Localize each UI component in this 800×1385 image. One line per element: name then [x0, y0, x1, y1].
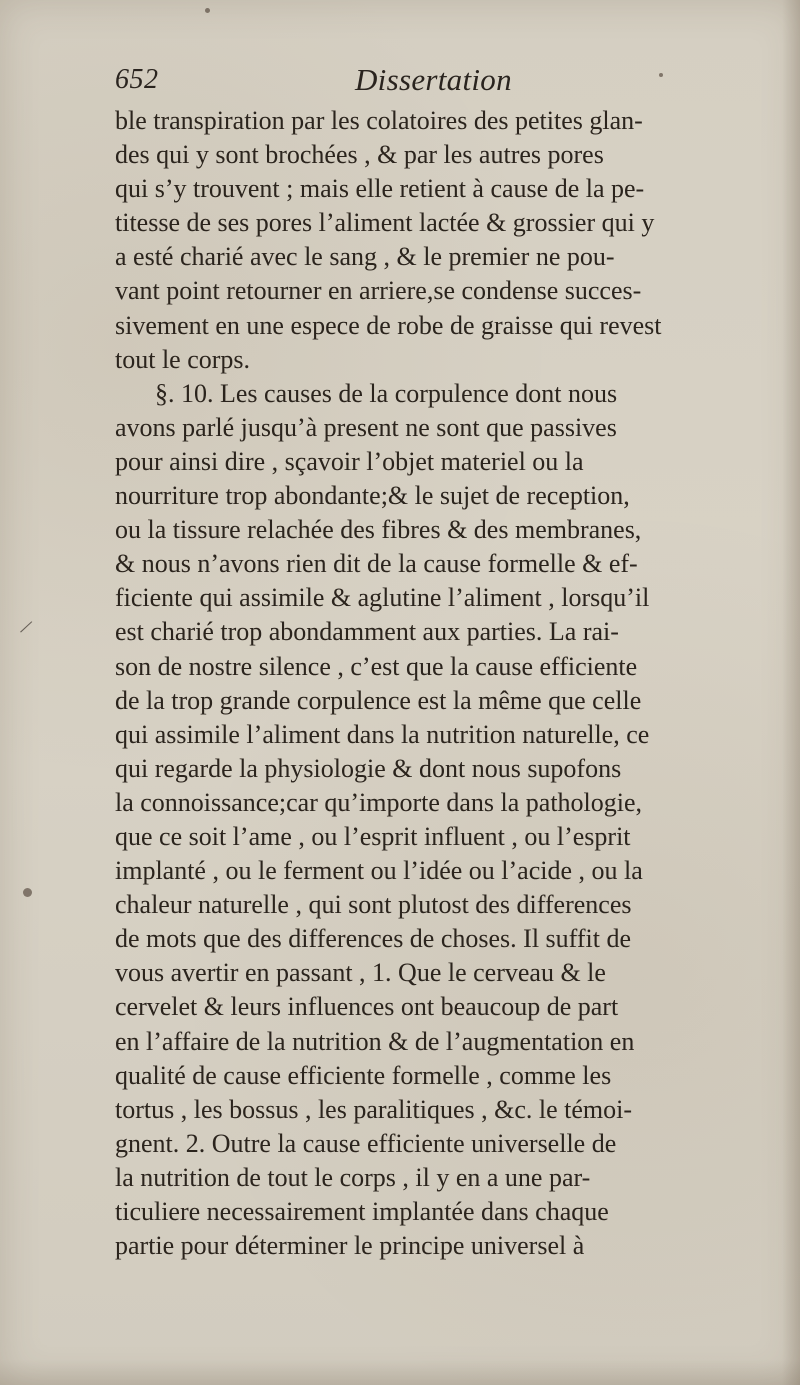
page-number: 652 — [115, 64, 159, 95]
text-line: nourriture trop abondante;& le sujet de reception, — [115, 481, 630, 511]
text-line: la connoissance;car qu’importe dans la pathologie, — [115, 787, 643, 817]
margin-mark: / — [17, 614, 35, 640]
running-title: Dissertation — [355, 62, 512, 97]
text-line: la nutrition de tout le corps , il y en a une par- — [115, 1162, 591, 1192]
text-line: a esté charié avec le sang , & le premier ne pou- — [115, 242, 615, 272]
text-line: vous avertir en passant , 1. Que le cerveau & le — [115, 958, 606, 988]
text-line: titesse de ses pores l’aliment lactée & grossier qui y — [115, 208, 655, 238]
text-line: tout le corps. — [115, 344, 251, 374]
text-line: qui s’y trouvent ; mais elle retient à cause de la pe- — [115, 174, 645, 204]
text-line: sivement en une espece de robe de graisse qui revest — [115, 310, 662, 340]
page-bottom-shadow — [0, 1359, 800, 1385]
text-line: est charié trop abondamment aux parties. La rai- — [115, 617, 619, 647]
body-text — [115, 104, 735, 1263]
text-line: ou la tissure relachée des fibres & des membranes, — [115, 515, 642, 545]
text-line: avons parlé jusqu’à present ne sont que passives — [115, 412, 617, 442]
text-line: vant point retourner en arriere,se condense succes- — [115, 276, 642, 306]
text-line: gnent. 2. Outre la cause efficiente universelle de — [115, 1128, 617, 1158]
text-line: partie pour déterminer le principe universel à — [115, 1231, 585, 1261]
page-edge-shadow — [782, 0, 800, 1385]
ink-speck — [659, 73, 663, 77]
text-line: en l’affaire de la nutrition & de l’augmentation en — [115, 1026, 635, 1056]
text-line: de mots que des differences de choses. Il suffit de — [115, 924, 632, 954]
paragraph-start-line: §. 10. Les causes de la corpulence dont nous — [155, 378, 618, 408]
ink-speck — [205, 8, 210, 13]
text-line: des qui y sont brochées , & par les autres pores — [115, 140, 604, 170]
text-line: ticuliere necessairement implantée dans chaque — [115, 1197, 609, 1226]
text-line: qualité de cause efficiente formelle , comme les — [115, 1060, 612, 1090]
ink-speck — [23, 888, 32, 897]
text-line: pour ainsi dire , sçavoir l’objet materiel ou la — [115, 446, 584, 476]
text-line: que ce soit l’ame , ou l’esprit influent , ou l’esprit — [115, 821, 631, 851]
text-line: ble transpiration par les colatoires des petites glan- — [115, 106, 643, 135]
text-line: son de nostre silence , c’est que la cause efficiente — [115, 651, 638, 681]
page-header — [115, 62, 725, 102]
text-line: qui assimile l’aliment dans la nutrition naturelle, ce — [115, 719, 650, 749]
text-line: tortus , les bossus , les paralitiques , &c. le témoi- — [115, 1094, 633, 1124]
text-line: chaleur naturelle , qui sont plutost des differences — [115, 890, 632, 920]
text-line: ficiente qui assimile & aglutine l’aliment , lorsqu’il — [115, 583, 650, 613]
text-line: implanté , ou le ferment ou l’idée ou l’acide , ou la — [115, 856, 643, 886]
text-line: qui regarde la physiologie & dont nous supofons — [115, 753, 622, 783]
text-line: & nous n’avons rien dit de la cause formelle & ef- — [115, 549, 638, 579]
text-line: cervelet & leurs influences ont beaucoup de part — [115, 992, 619, 1022]
text-line: de la trop grande corpulence est la même que celle — [115, 685, 642, 715]
